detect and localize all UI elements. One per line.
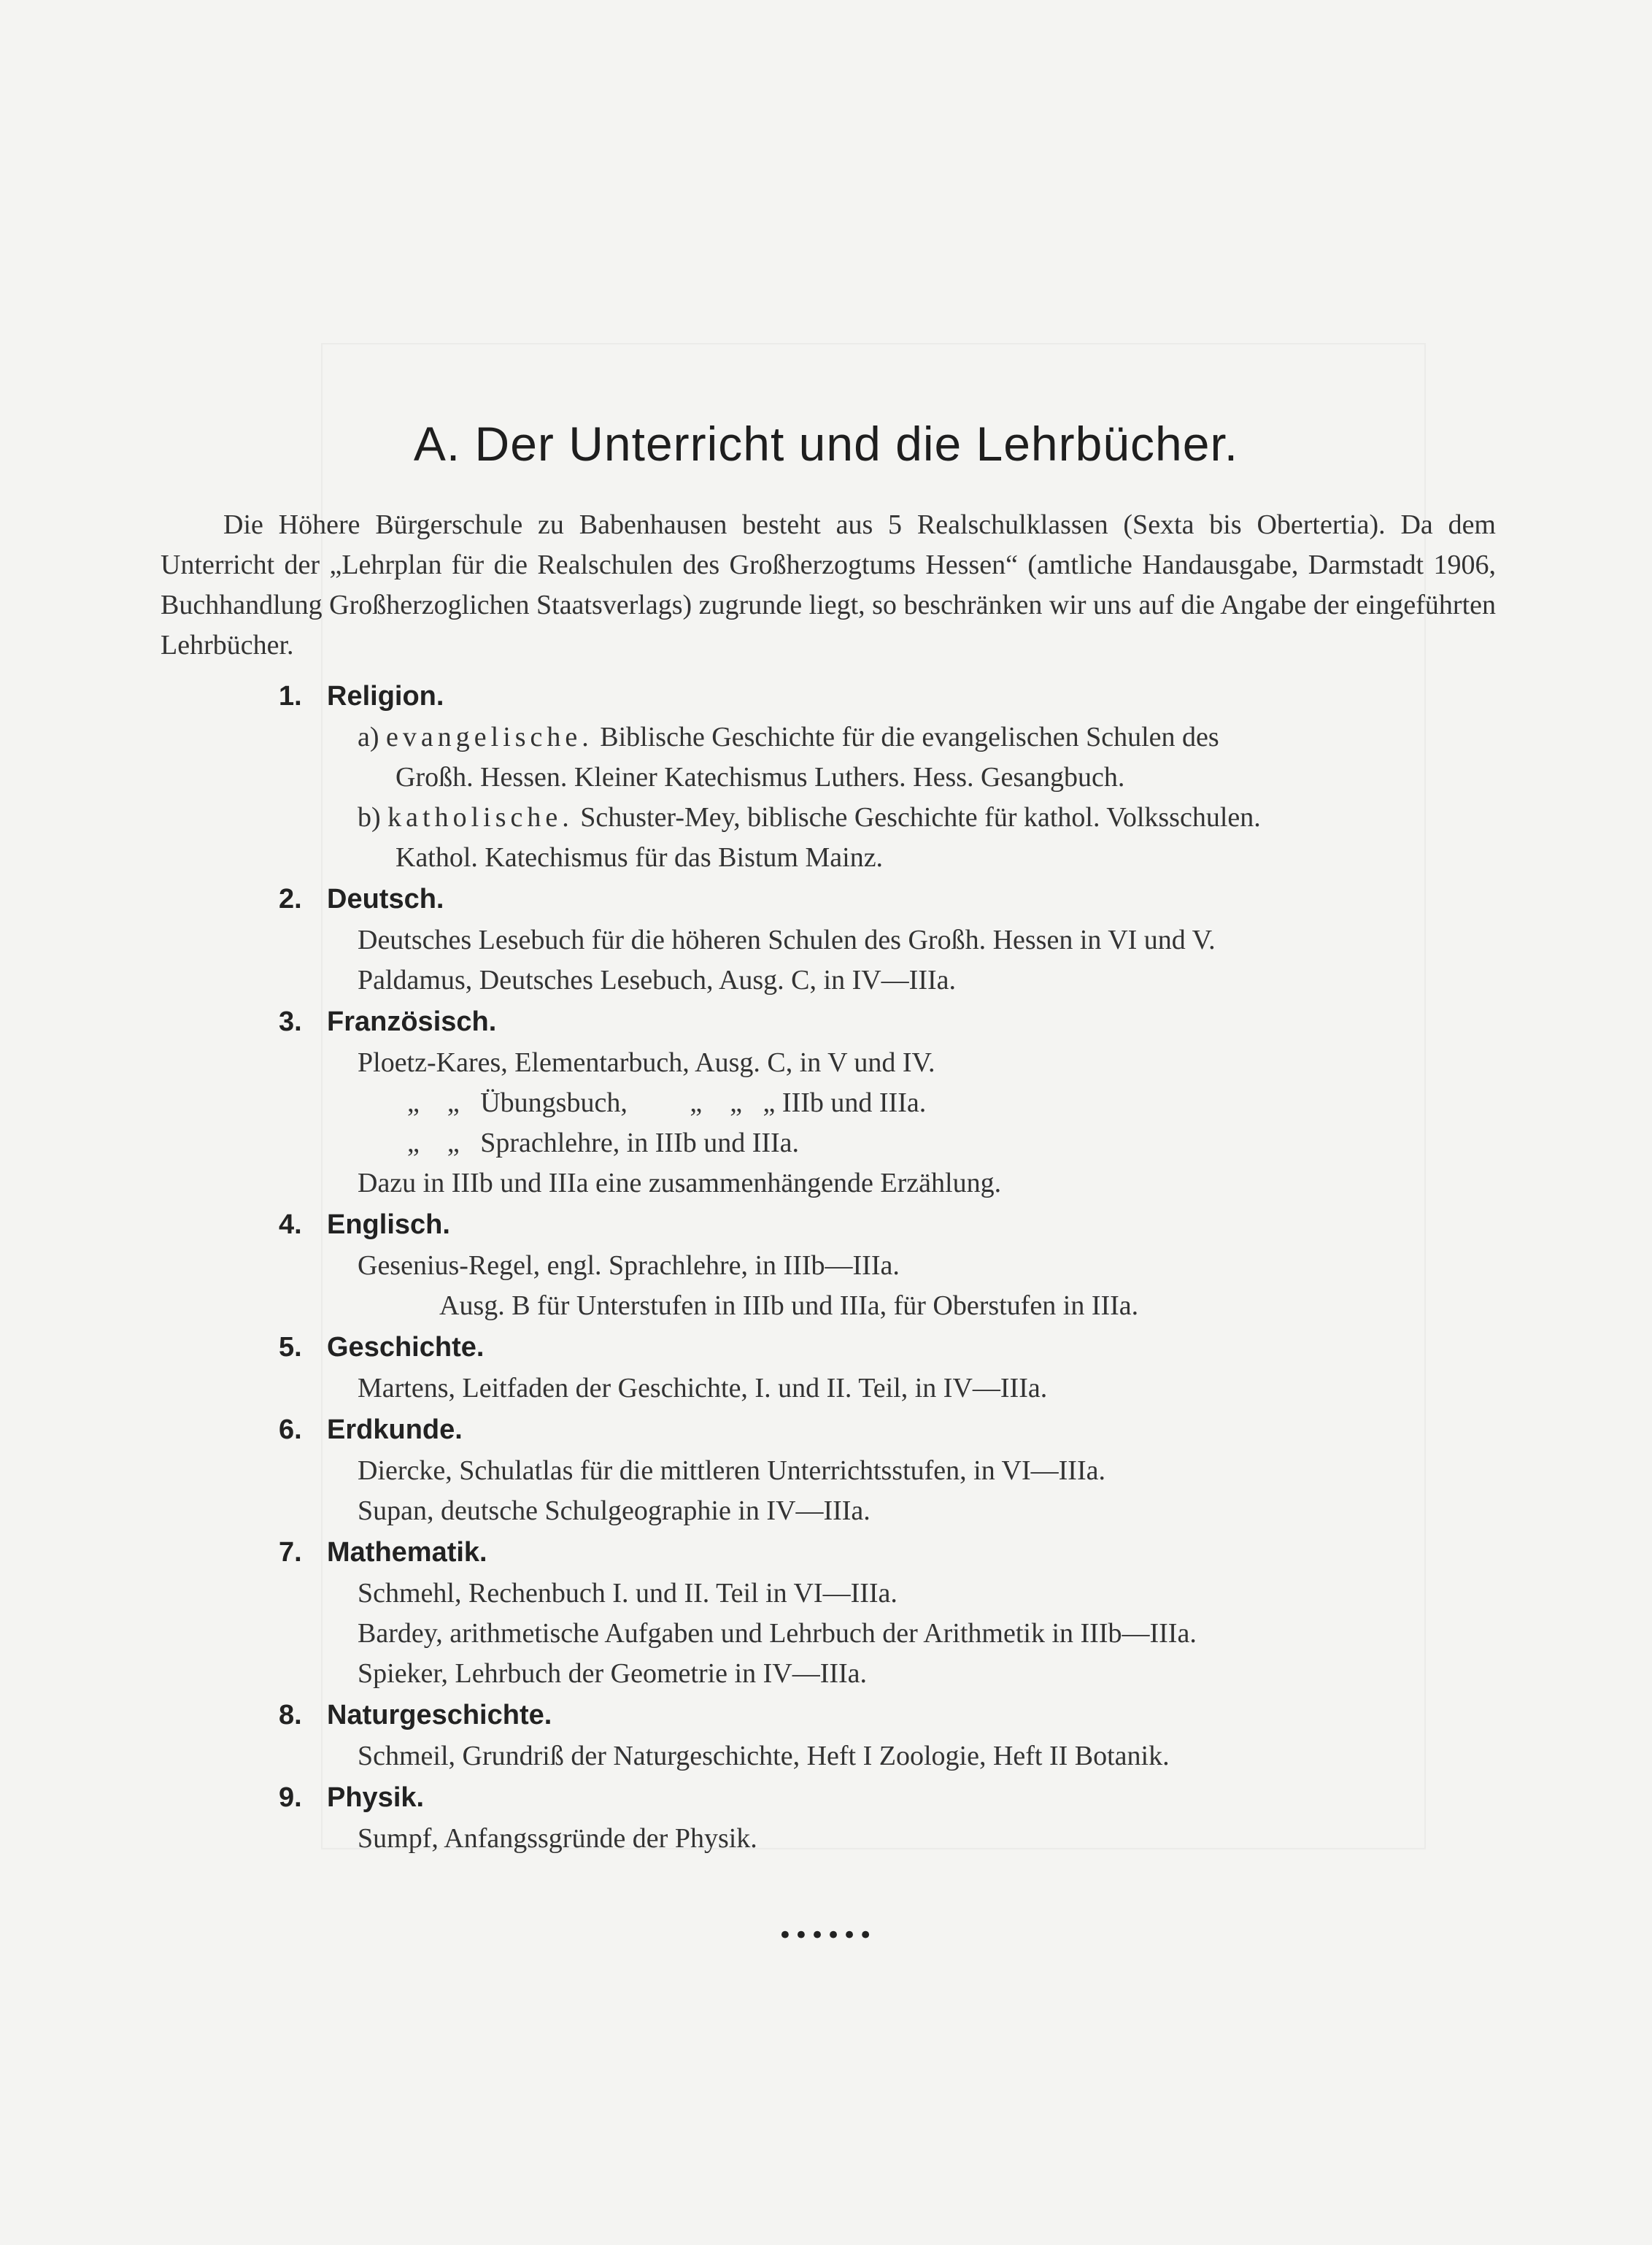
subject-line (279, 717, 1519, 758)
subject-number: 1. (279, 681, 302, 712)
subject-heading (279, 878, 1519, 920)
book-entry: Biblische Geschichte für die evangelischen Schulen des (600, 722, 1219, 752)
book-entry: „ „ Übungsbuch, „ „ „ IIIb und IIIa. (407, 1087, 927, 1118)
subject-name: Geschichte. (327, 1332, 485, 1363)
subject-heading (279, 1694, 1519, 1736)
book-entry: „ „ Sprachlehre, in IIIb und IIIa. (407, 1128, 800, 1158)
book-entry: Supan, deutsche Schulgeographie in IV—IIIa. (358, 1495, 871, 1526)
book-entry: Dazu in IIIb und IIIa eine zusammenhängende Erzählung. (358, 1168, 1002, 1198)
subject-name: Mathematik. (327, 1537, 487, 1568)
subject-heading (279, 1531, 1519, 1574)
book-entry: Diercke, Schulatlas für die mittleren Unterrichtsstufen, in VI—IIIa. (358, 1455, 1105, 1486)
subject-name: Religion. (327, 681, 444, 712)
book-entry: Kathol. Katechismus für das Bistum Mainz. (395, 842, 884, 873)
subject-line (279, 758, 1519, 798)
book-entry: Ploetz-Kares, Elementarbuch, Ausg. C, in V und IV. (358, 1047, 935, 1078)
subject-heading (279, 1776, 1519, 1819)
subject-heading (279, 1326, 1519, 1368)
book-entry: Spieker, Lehrbuch der Geometrie in IV—IIIa. (358, 1658, 868, 1689)
subject-name: Physik. (327, 1782, 425, 1813)
book-entry: Schuster-Mey, biblische Geschichte für kathol. Volksschulen. (580, 802, 1261, 833)
book-entry: Schmehl, Rechenbuch I. und II. Teil in VI—IIIa. (358, 1578, 898, 1609)
book-entry: Schmeil, Grundriß der Naturgeschichte, Heft I Zoologie, Heft II Botanik. (358, 1741, 1170, 1771)
subject-geschichte (279, 1326, 1519, 1409)
subject-name: Französisch. (327, 1006, 497, 1037)
subject-number: 6. (279, 1414, 302, 1445)
book-entry: Deutsches Lesebuch für die höheren Schulen des Großh. Hessen in VI und V. (358, 925, 1216, 955)
subject-religion (279, 675, 1519, 878)
book-entry: Sumpf, Anfangssgründe der Physik. (358, 1823, 757, 1854)
subject-naturgeschichte (279, 1694, 1519, 1776)
book-entry: Großh. Hessen. Kleiner Katechismus Luthers. Hess. Gesangbuch. (395, 762, 1125, 793)
book-entry: Bardey, arithmetische Aufgaben und Lehrbuch der Arithmetik in IIIb—IIIa. (358, 1618, 1197, 1649)
subject-number: 4. (279, 1209, 302, 1240)
subject-line (279, 798, 1519, 838)
intro-paragraph (161, 505, 1496, 666)
subject-list (279, 675, 1519, 1859)
book-entry: Ausg. B für Unterstufen in IIIb und IIIa, für Oberstufen in IIIa. (439, 1290, 1139, 1321)
subject-englisch (279, 1204, 1519, 1326)
page-title: A. Der Unterricht und die Lehrbücher. (413, 417, 1239, 471)
subject-name: Deutsch. (327, 884, 444, 914)
subject-name: Naturgeschichte. (327, 1700, 552, 1730)
subject-number: 8. (279, 1700, 302, 1730)
subject-number: 9. (279, 1782, 302, 1813)
item-label: b) (358, 802, 381, 833)
book-entry: Gesenius-Regel, engl. Sprachlehre, in IIIb—IIIa. (358, 1250, 900, 1281)
subject-franzoesisch (279, 1001, 1519, 1204)
subject-name: Erdkunde. (327, 1414, 463, 1445)
subject-heading (279, 675, 1519, 717)
denomination-label: evangelische. (386, 722, 593, 752)
subject-deutsch (279, 878, 1519, 1001)
item-label: a) (358, 722, 379, 752)
subject-mathematik (279, 1531, 1519, 1694)
intro-text: Die Höhere Bürgerschule zu Babenhausen besteht aus 5 Realschulklassen (Sexta bis Obertertia). Da dem Unterricht der „Lehrplan für die Realschulen des Großherzogtums Hessen“ (amtliche Handausgabe, Darmstadt 1906, Buchhandlung Großherzoglichen Staatsverlags) zugrunde liegt, so beschränken wir uns auf die Angabe der eingeführten Lehrbücher. (161, 509, 1496, 661)
book-entry: Paldamus, Deutsches Lesebuch, Ausg. C, in IV—IIIa. (358, 965, 957, 996)
subject-name: Englisch. (327, 1209, 450, 1240)
subject-heading (279, 1409, 1519, 1451)
subject-line (279, 838, 1519, 878)
subject-heading (279, 1001, 1519, 1043)
subject-erdkunde (279, 1409, 1519, 1531)
denomination-label: katholische. (387, 802, 574, 833)
subject-number: 2. (279, 884, 302, 914)
book-entry: Martens, Leitfaden der Geschichte, I. und II. Teil, in IV—IIIa. (358, 1373, 1048, 1403)
subject-number: 5. (279, 1332, 302, 1363)
subject-number: 7. (279, 1537, 302, 1568)
end-ornament: •••••• (777, 1921, 875, 1950)
subject-physik (279, 1776, 1519, 1859)
subject-number: 3. (279, 1006, 302, 1037)
subject-heading (279, 1204, 1519, 1246)
